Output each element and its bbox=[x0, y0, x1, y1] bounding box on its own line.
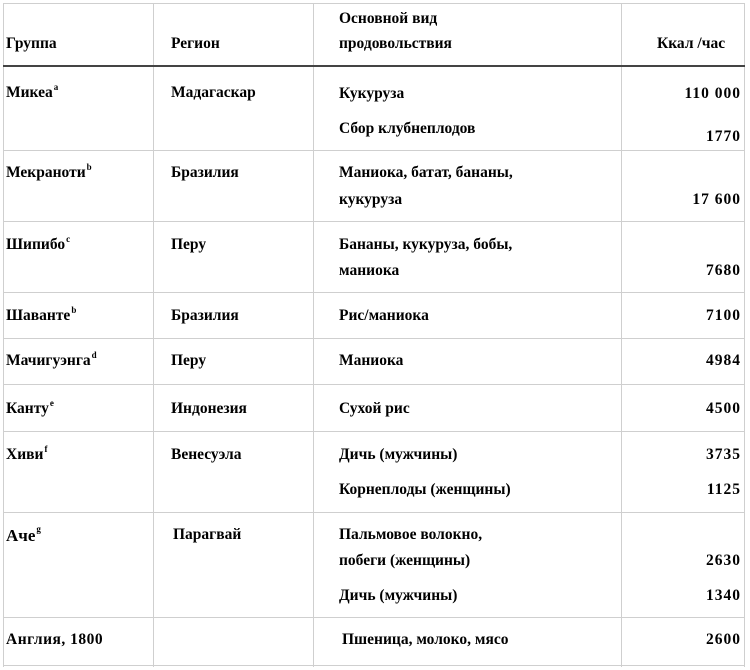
food-item: Дичь (мужчины) bbox=[339, 587, 458, 604]
group-name: Аче$^g$ bbox=[6, 524, 41, 545]
row-border bbox=[3, 617, 745, 618]
region-name: Перу bbox=[171, 236, 207, 253]
region-name: Бразилия bbox=[171, 307, 239, 324]
row-border bbox=[3, 512, 745, 513]
kcal-value: 1340 bbox=[706, 587, 741, 604]
region-name: Мадагаскар bbox=[171, 84, 256, 101]
food-item: Рис/маниока bbox=[339, 307, 429, 324]
kcal-value: 1125 bbox=[706, 481, 741, 498]
group-name: Микеа$^a$ bbox=[6, 82, 59, 101]
food-item: маниока bbox=[339, 262, 400, 279]
row-border-top bbox=[3, 3, 745, 4]
kcal-value: 4500 bbox=[706, 400, 741, 417]
food-item: Маниока, батат, бананы, bbox=[339, 164, 513, 181]
row-border bbox=[3, 431, 745, 432]
col-border-1 bbox=[153, 3, 154, 667]
col-border-left bbox=[3, 3, 4, 667]
header-border bbox=[3, 65, 745, 67]
kcal-value: 1770 bbox=[706, 128, 741, 145]
region-name: Индонезия bbox=[171, 400, 247, 417]
group-name: Мачигуэнга$^d$ bbox=[6, 350, 97, 369]
group-name: Мекраноти$^b$ bbox=[6, 162, 92, 181]
food-item: Дичь (мужчины) bbox=[339, 446, 458, 463]
food-item: Кукуруза bbox=[339, 85, 405, 102]
col-border-3 bbox=[621, 3, 622, 667]
kcal-value: 7100 bbox=[706, 307, 741, 324]
food-item: Пшеница, молоко, мясо bbox=[342, 631, 509, 648]
kcal-value: 17 600 bbox=[692, 191, 741, 208]
group-name: Канту$^e$ bbox=[6, 398, 54, 417]
header-food-line2: продовольствия bbox=[339, 35, 452, 52]
region-name: Бразилия bbox=[171, 164, 239, 181]
food-item: побеги (женщины) bbox=[339, 552, 471, 569]
food-item: Пальмовое волокно, bbox=[339, 526, 483, 543]
food-item: Бананы, кукуруза, бобы, bbox=[339, 236, 513, 253]
kcal-value: 4984 bbox=[706, 352, 741, 369]
kcal-value: 3735 bbox=[706, 446, 741, 463]
food-item: кукуруза bbox=[339, 191, 403, 208]
row-border bbox=[3, 384, 745, 385]
group-name: Шаванте$^b$ bbox=[6, 305, 77, 324]
row-border bbox=[3, 338, 745, 339]
food-item: Корнеплоды (женщины) bbox=[339, 481, 511, 498]
food-item: Маниока bbox=[339, 352, 404, 369]
group-name: Шипибо$^c$ bbox=[6, 234, 71, 253]
kcal-value: 2630 bbox=[706, 552, 741, 569]
header-group: Группа bbox=[6, 35, 57, 52]
food-energy-table bbox=[3, 3, 745, 667]
col-border-2 bbox=[313, 3, 314, 667]
header-food-line1: Основной вид bbox=[339, 10, 438, 27]
kcal-value: 7680 bbox=[706, 262, 741, 279]
group-name: Хиви$^f$ bbox=[6, 444, 48, 463]
row-border-bottom bbox=[3, 665, 745, 666]
header-kcal: Ккал /час bbox=[657, 35, 726, 52]
kcal-value: 2600 bbox=[706, 631, 741, 648]
row-border bbox=[3, 150, 745, 151]
group-name: Англия, 1800 bbox=[6, 631, 104, 648]
region-name: Перу bbox=[171, 352, 207, 369]
region-name: Венесуэла bbox=[171, 446, 242, 463]
col-border-right bbox=[744, 3, 745, 667]
food-item: Сухой рис bbox=[339, 400, 410, 417]
row-border bbox=[3, 292, 745, 293]
header-region: Регион bbox=[171, 35, 220, 52]
region-name: Парагвай bbox=[173, 526, 242, 543]
row-border bbox=[3, 221, 745, 222]
kcal-value: 110 000 bbox=[684, 85, 741, 102]
food-item: Сбор клубнеплодов bbox=[339, 120, 476, 137]
